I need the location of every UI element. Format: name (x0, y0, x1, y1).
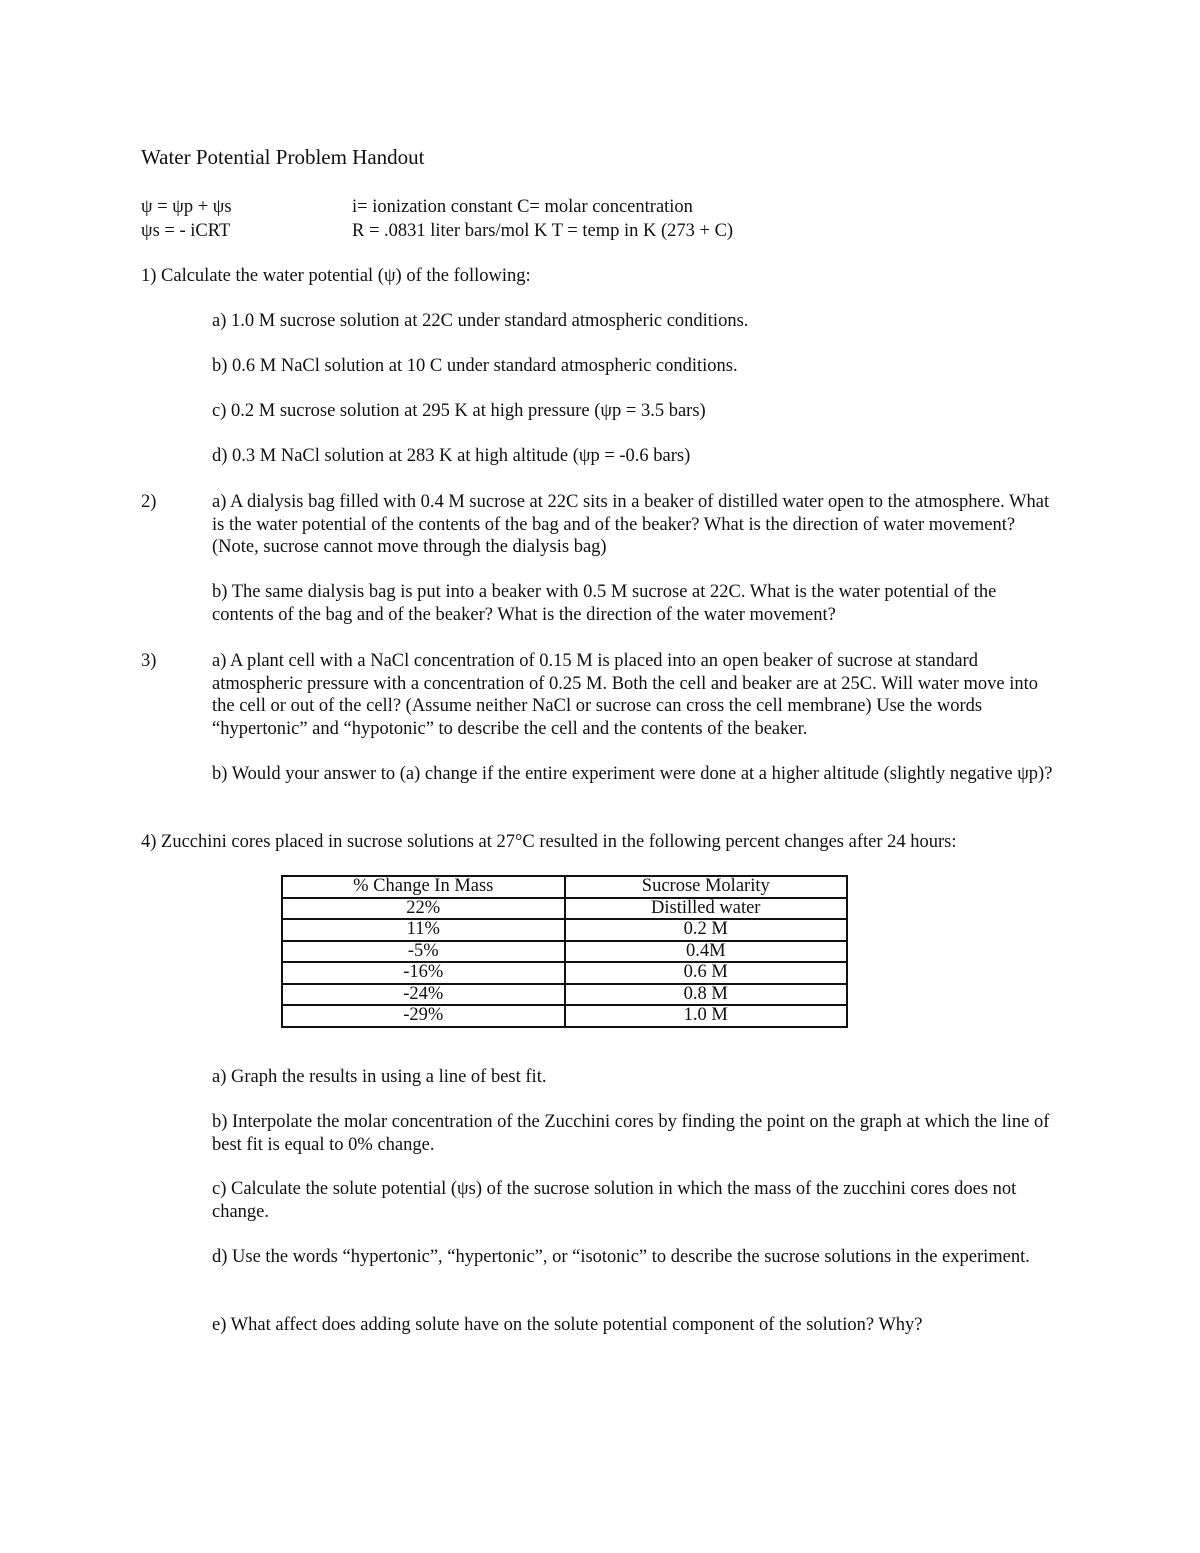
question-3-number: 3) (141, 651, 157, 671)
question-1a: a) 1.0 M sucrose solution at 22C under standard atmospheric conditions. (212, 311, 749, 331)
table-cell: 1.0 M (565, 1005, 848, 1027)
table-cell: -16% (282, 962, 565, 984)
formula-legend-line-1: i= ionization constant C= molar concentration (352, 197, 693, 217)
question-4a: a) Graph the results in using a line of best fit. (212, 1067, 547, 1087)
table-row (282, 962, 847, 984)
formula-legend-line-2: R = .0831 liter bars/mol K T = temp in K (273 + C) (352, 221, 734, 241)
question-2a: a) A dialysis bag filled with 0.4 M sucrose at 22C sits in a beaker of distilled water open to the atmosphere. What is the water potential of the contents of the bag and of the beaker? What is the direction of water movement? (Note, sucrose cannot move through the dialysis bag) (212, 492, 1050, 558)
table-cell: 0.8 M (565, 984, 848, 1006)
question-4b: b) Interpolate the molar concentration of the Zucchini cores by finding the point on the graph at which the line of best fit is equal to 0% change. (212, 1112, 1050, 1155)
question-2-number: 2) (141, 492, 157, 512)
table-cell: 0.4M (565, 941, 848, 963)
formula-solute-potential: ψs = - iCRT (141, 221, 231, 241)
table-row (282, 984, 847, 1006)
table-header-row (282, 876, 847, 898)
table-row (282, 1005, 847, 1027)
question-3a: a) A plant cell with a NaCl concentration of 0.15 M is placed into an open beaker of sucrose at standard atmospheric pressure with a concentration of 0.25 M. Both the cell and beaker are at 25C. Will water move into the cell or out of the cell? (Assume neither NaCl or sucrose can cross the cell membrane) Use the words “hypertonic” and “hypotonic” to describe the cell and the contents of the beaker. (212, 651, 1039, 739)
table-row (282, 919, 847, 941)
question-1b: b) 0.6 M NaCl solution at 10 C under standard atmospheric conditions. (212, 356, 738, 376)
question-2b: b) The same dialysis bag is put into a beaker with 0.5 M sucrose at 22C. What is the water potential of the contents of the bag and of the beaker? What is the direction of the water movement? (212, 582, 997, 625)
table-row (282, 941, 847, 963)
question-4d: d) Use the words “hypertonic”, “hypertonic”, or “isotonic” to describe the sucrose solutions in the experiment. (212, 1247, 1030, 1267)
table-cell: 11% (282, 919, 565, 941)
formula-water-potential: ψ = ψp + ψs (141, 197, 232, 217)
table-cell: 0.6 M (565, 962, 848, 984)
mass-change-table (281, 875, 848, 1028)
table-cell: -5% (282, 941, 565, 963)
question-1-prompt: 1) Calculate the water potential (ψ) of the following: (141, 266, 531, 286)
table-cell: -24% (282, 984, 565, 1006)
question-4e: e) What affect does adding solute have on the solute potential component of the solution? Why? (212, 1315, 923, 1335)
page-title: Water Potential Problem Handout (141, 145, 425, 169)
question-3b: b) Would your answer to (a) change if the entire experiment were done at a higher altitude (slightly negative ψp)? (212, 764, 1053, 784)
question-1d: d) 0.3 M NaCl solution at 283 K at high altitude (ψp = -0.6 bars) (212, 446, 691, 466)
table-row (282, 898, 847, 920)
question-4c: c) Calculate the solute potential (ψs) of the sucrose solution in which the mass of the zucchini cores does not change. (212, 1179, 1017, 1222)
table-header-cell: % Change In Mass (282, 876, 565, 898)
question-4-prompt: 4) Zucchini cores placed in sucrose solutions at 27°C resulted in the following percent changes after 24 hours: (141, 832, 957, 852)
table-cell: 22% (282, 898, 565, 920)
question-1c: c) 0.2 M sucrose solution at 295 K at high pressure (ψp = 3.5 bars) (212, 401, 706, 421)
table-header-cell: Sucrose Molarity (565, 876, 848, 898)
table-cell: Distilled water (565, 898, 848, 920)
table-cell: 0.2 M (565, 919, 848, 941)
table-cell: -29% (282, 1005, 565, 1027)
